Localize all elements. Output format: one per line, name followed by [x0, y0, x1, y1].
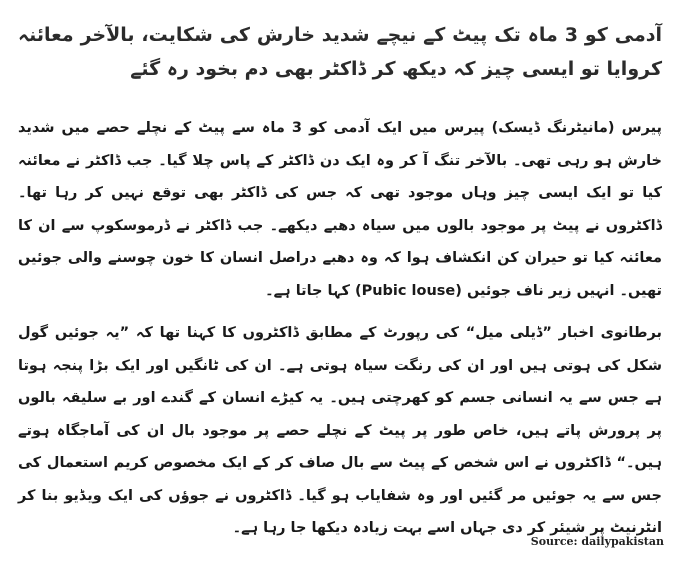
- source-credit: Source: dailypakistan: [530, 535, 664, 548]
- article-paragraph-2: برطانوی اخبار ”ڈیلی میل“ کی رپورٹ کے مطابق ڈاکٹروں کا کہنا تھا کہ ”یہ جوئیں گول شکل کی ہوتی ہیں اور ان کی رنگت سیاہ ہوتی ہے۔ ان کی ٹانگیں اور ایک بڑا پنجہ ہوتا ہے جس سے یہ انسانی جسم کو کھرچتی ہیں۔ یہ کیڑے انسان کے گندے اور بے سلیقہ بالوں پر پرورش پاتے ہیں، خاص طور پر پیٹ کے نچلے حصے پر موجود بال ان کی آماجگاہ ہوتے ہیں۔“ ڈاکٹروں نے اس شخص کے پیٹ سے بال صاف کر کے ایک مخصوص کریم استعمال کی جس سے یہ جوئیں مر گئیں اور وہ شفایاب ہو گیا۔ ڈاکٹروں نے جوؤں کی ایک ویڈیو بنا کر انٹرنیٹ پر شیئر کر دی جہاں اسے بہت زیادہ دیکھا جا رہا ہے۔: [18, 325, 662, 536]
- article-paragraph-1: پیرس (مانیٹرنگ ڈیسک) پیرس میں ایک آدمی کو 3 ماہ سے پیٹ کے نچلے حصے میں شدید خارش ہو رہی تھی۔ بالآخر تنگ آ کر وہ ایک دن ڈاکٹر کے پاس چلا گیا۔ جب ڈاکٹر نے معائنہ کیا تو ایک ایسی چیز وہاں موجود تھی کہ جس کی ڈاکٹر بھی توقع نہیں کر رہا تھا۔ ڈاکٹروں نے پیٹ پر موجود بالوں میں سیاہ دھبے دیکھے۔ جب ڈاکٹر نے ڈرموسکوپ سے ان کا معائنہ کیا تو حیران کن انکشاف ہوا کہ وہ دھبے دراصل انسان کا خون چوسنے والی جوئیں تھیں۔ انہیں زیر ناف جوئیں (Pubic louse) کہا جاتا ہے۔: [18, 120, 662, 299]
- article-headline: آدمی کو 3 ماہ تک پیٹ کے نیچے شدید خارش کی شکایت، بالآخر معائنہ کروایا تو ایسی چیز کہ دیکھ کر ڈاکٹر بھی دم بخود رہ گئے: [18, 24, 662, 80]
- news-article: [14, 10, 666, 545]
